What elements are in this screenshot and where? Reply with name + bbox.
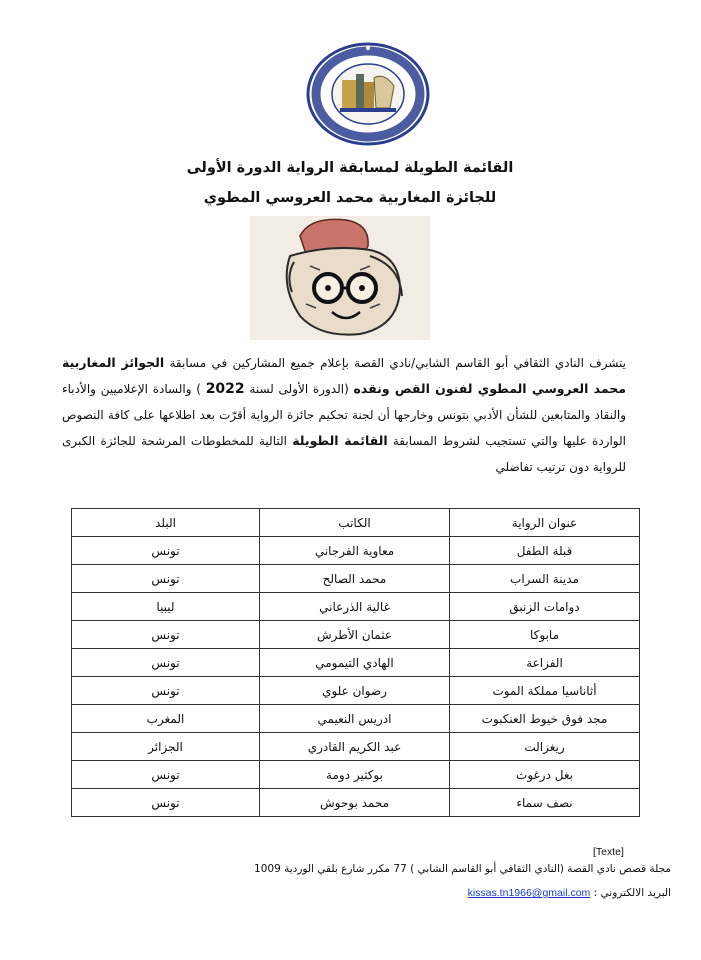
author-cell: رضوان علوي xyxy=(260,677,450,705)
table-row xyxy=(72,565,640,593)
author-cell: عبد الكريم القادري xyxy=(260,733,450,761)
country-cell: تونس xyxy=(72,789,260,817)
table-row xyxy=(72,705,640,733)
footer-address: مجلة قصص نادي القصة (النادي الثقافي أبو القاسم الشابي ) 77 مكرر شارع بلقي الوردية 1009 xyxy=(254,863,671,875)
country-cell: تونس xyxy=(72,677,260,705)
header-author: الكاتب xyxy=(260,509,450,537)
intro-paragraph xyxy=(62,350,626,480)
author-cell: بوكثير دومة xyxy=(260,761,450,789)
header-novel-title: عنوان الرواية xyxy=(450,509,640,537)
intro-text-3: ) والسادة الإعلاميين والأدباء والنقاد والمتابعين للشأن الأدبي بتونس وخارجها أن لجنة تحكيم جائزة الرواية أقرّت بعد اطلاعها على كافة النصوص الواردة عليها والتي تستجيب لشروط المسابقة xyxy=(62,382,626,448)
novel-title-cell: مابوكا xyxy=(450,621,640,649)
author-cell: معاوية الفرجاني xyxy=(260,537,450,565)
author-cell: محمد بوحوش xyxy=(260,789,450,817)
table-row xyxy=(72,761,640,789)
intro-longlist-label: القائمة الطويلة xyxy=(292,433,388,448)
heading-line-2: للجائزة المغاربية محمد العروسي المطوي xyxy=(203,190,497,206)
novel-title-cell: بغل درغوث xyxy=(450,761,640,789)
country-cell: تونس xyxy=(72,565,260,593)
author-cell: الهادي التيمومي xyxy=(260,649,450,677)
author-cell: ادريس النعيمي xyxy=(260,705,450,733)
novel-title-cell: دوامات الزنبق xyxy=(450,593,640,621)
footer-tag: [Texte] xyxy=(593,846,624,858)
table-row xyxy=(72,649,640,677)
table-row xyxy=(72,789,640,817)
heading-line-1: القائمة الطويلة لمسابقة الرواية الدورة الأولى xyxy=(186,160,514,176)
intro-year: 2022 xyxy=(205,381,245,397)
table-row xyxy=(72,537,640,565)
email-label: البريد الالكتروني : xyxy=(593,887,671,899)
table-row xyxy=(72,593,640,621)
novel-title-cell: الفزاعة xyxy=(450,649,640,677)
country-cell: تونس xyxy=(72,649,260,677)
table-header-row xyxy=(72,509,640,537)
email-link[interactable]: kissas.tn1966@gmail.com xyxy=(467,887,591,899)
table-row xyxy=(72,621,640,649)
country-cell: ليبيا xyxy=(72,593,260,621)
intro-text-1: يتشرف النادي الثقافي أبو القاسم الشابي/نادي القصة بإعلام جميع المشاركين في مسابقة xyxy=(169,356,626,370)
country-cell: تونس xyxy=(72,537,260,565)
author-cell: عثمان الأطرش xyxy=(260,621,450,649)
country-cell: الجزائر xyxy=(72,733,260,761)
novel-title-cell: أثاناسيا مملكة الموت xyxy=(450,677,640,705)
longlist-table xyxy=(71,508,640,817)
table-row xyxy=(72,733,640,761)
footer-email-line xyxy=(71,887,671,899)
author-cell: محمد الصالح xyxy=(260,565,450,593)
novel-title-cell: ريغزالت xyxy=(450,733,640,761)
novel-title-cell: مجد فوق خيوط العنكبوت xyxy=(450,705,640,733)
novel-title-cell: قبلة الطفل xyxy=(450,537,640,565)
intro-award-name: الجوائز المغاربية محمد العروسي المطوي لفنون القص ونقده xyxy=(62,355,626,396)
portrait-illustration xyxy=(250,216,430,340)
novel-title-cell: مدينة السراب xyxy=(450,565,640,593)
country-cell: تونس xyxy=(72,761,260,789)
intro-text-4: التالية للمخطوطات المرشحة للجائزة الكبرى للرواية دون ترتيب تفاضلي xyxy=(62,434,626,474)
intro-text-2: (الدورة الأولى لسنة xyxy=(249,382,349,396)
country-cell: تونس xyxy=(72,621,260,649)
author-cell: غالية الذرعاني xyxy=(260,593,450,621)
header-country: البلد xyxy=(72,509,260,537)
table-row xyxy=(72,677,640,705)
club-emblem-logo xyxy=(304,42,432,146)
novel-title-cell: نصف سماء xyxy=(450,789,640,817)
country-cell: المغرب xyxy=(72,705,260,733)
